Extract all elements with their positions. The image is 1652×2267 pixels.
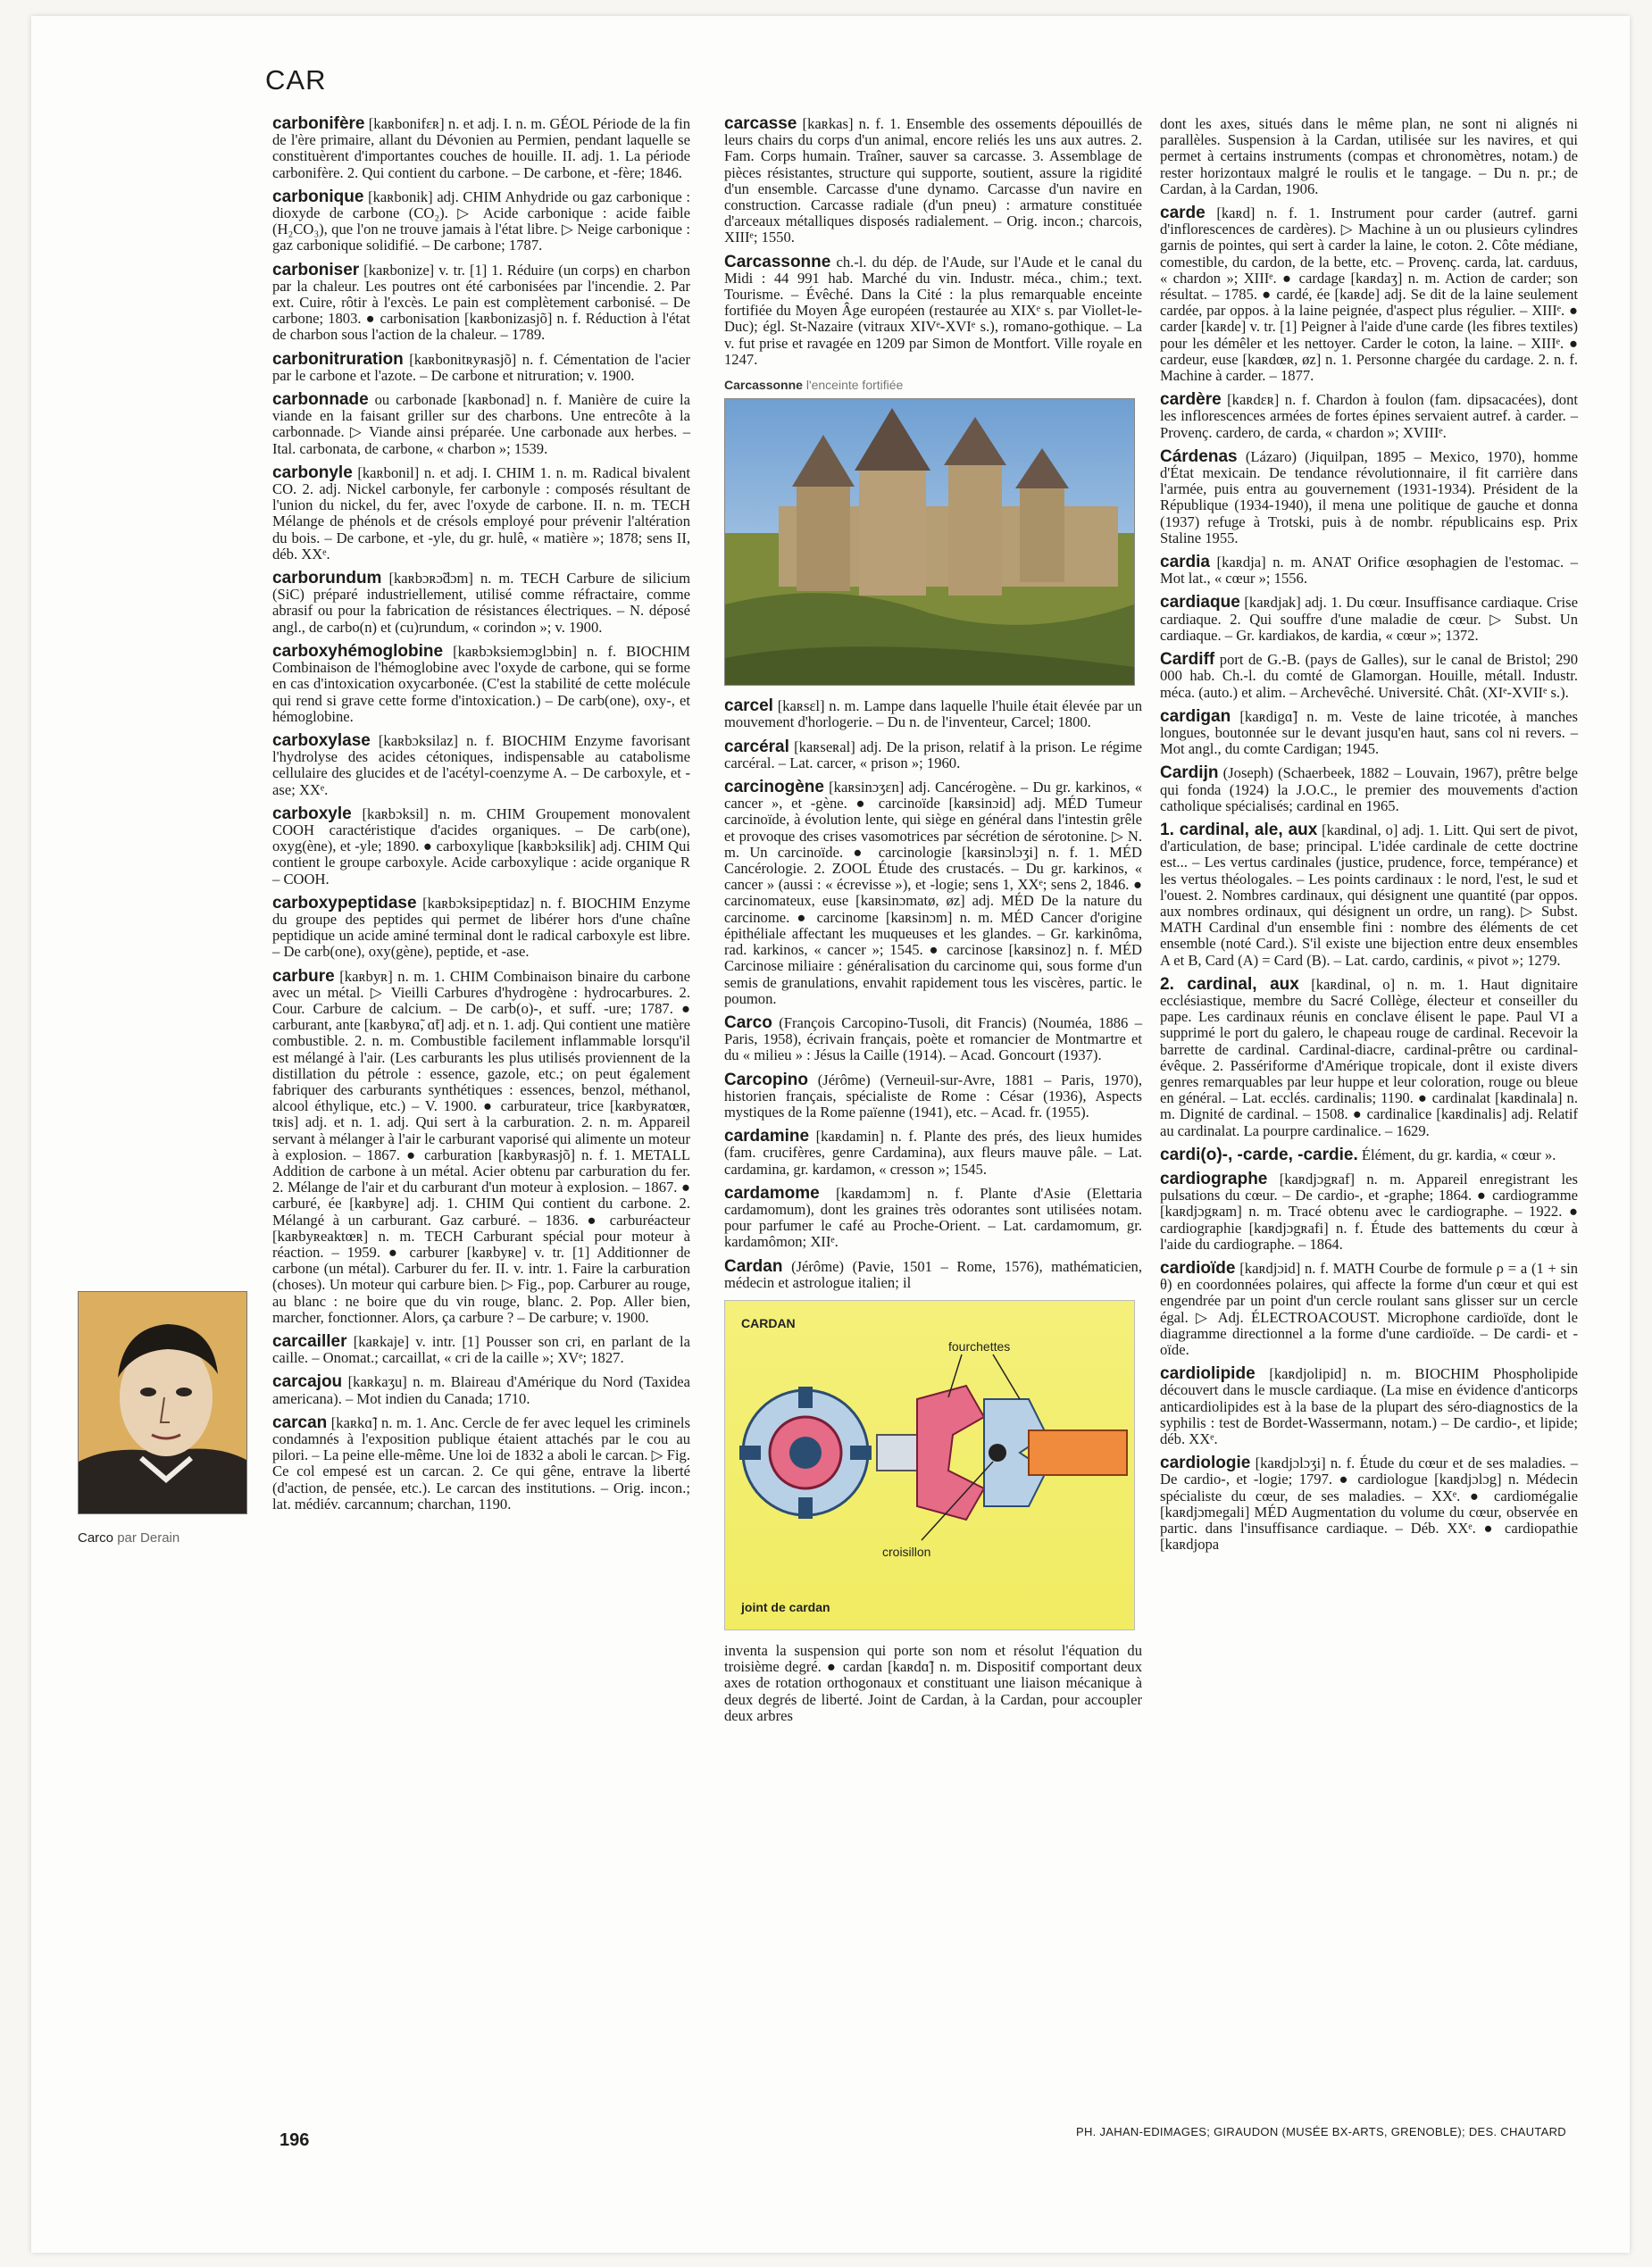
- entry-continuation: [1160, 116, 1578, 197]
- entry-carbonnade: [272, 392, 690, 457]
- column-1: [272, 116, 690, 1521]
- definition: [kaʀbɔʀɔ̃dɔm] n. m. TECH Carbure de silicium (SiC) préparé industriellement, utilisé comme réfractaire, comme abrasif ou pour la fabrication de résistances électriques. – N. déposé angl., de carbo(n) et (cu)rundum, « corindon »; v. 1900.: [272, 570, 690, 636]
- definition: (François Carcopino-Tusoli, dit Francis) (Nouméa, 1886 – Paris, 1958), écrivain français, poète et romancier de Montmartre et du « milieu » : Jésus la Caille (1914). – Acad. Goncourt (1937).: [724, 1013, 1142, 1064]
- definition: [kaʀdja] n. m. ANAT Orifice œsophagien de l'estomac. – Mot lat., « cœur »; 1556.: [1160, 554, 1578, 588]
- entry-cardia: [1160, 554, 1578, 587]
- headword: cardi(o)-, -carde, -cardie.: [1160, 1145, 1358, 1164]
- entry-carceral: [724, 739, 1142, 771]
- definition: [kaʀdinal, o] n. m. 1. Haut dignitaire ecclésiastique, membre du Sacré Collège, électeur et conseiller du pape. Les cardinaux réunis en conclave élisent le pape. Paul VI a supprimé le port du galero, le chapeau rouge de cardinal. Recevoir la barrette de cardinal. Cardinal-diacre, cardinal-prêtre ou cardinal-évêque. 2. Passériforme d'Amérique tropicale, dont il existe divers genres remarquables par leur huppe et leur coloration, rouge ou bleue en général. – Lat. ecclés. cardinalis; 1190. ● cardinalat [kaʀdinala] n. m. Dignité de cardinal. – 1508. ● cardinalice [kaʀdinalis] adj. Relatif au cardinalat. La pourpre cardinalice. – 1629.: [1160, 975, 1578, 1139]
- entry-cardigan: [1160, 706, 1578, 758]
- column-2: [724, 116, 1142, 1732]
- definition: [kaʀdjak] adj. 1. Du cœur. Insuffisance cardiaque. Crise cardiaque. 2. Qui souffre d'une maladie de cœur. ▷ Subst. Un cardiaque. – Gr. kardiakos, de kardia, « cœur »; 1372.: [1160, 594, 1578, 644]
- definition: [kaʀd] n. f. 1. Instrument pour carder (autref. garni d'inflorescences de cardères). ▷ Machine à un ou plusieurs cylindres garnis de pointes, qui sert à carder la laine, le coton. 2. Côte médiane, comestible, du cardon, de la bette, etc. – Provenç. carda, lat. carduus, « chardon »; XIIIᵉ. ● cardage [kaʀdaʒ] n. m. Action de carder; son résultat. – 1785. ● cardé, ée [kaʀde] adj. Se dit de la laine seulement cardée, par oppos. à la laine peignée, d'aspect plus régulier. – XIIIᵉ. ● carder [kaʀde] v. tr. [1] Peigner à l'aide d'une carde (les fibres textiles) pour les démêler et les nettoyer. Carder le coton, la laine. – XIIIᵉ. ● cardeur, euse [kaʀdœʀ, øz] n. 1. Personne chargée du cardage. 2. n. f. Machine à carder. – 1877.: [1160, 204, 1578, 385]
- carco-portrait-image: [78, 1291, 247, 1514]
- headword: carboniser: [272, 260, 360, 279]
- definition: [kaʀdɛʀ] n. f. Chardon à foulon (fam. dipsacacées), dont les inflorescences armées de fortes épines servaient autref. à carder. – Provenç. cardero, de carda, « chardon »; XVIIIᵉ.: [1160, 391, 1578, 441]
- headword: carcailler: [272, 1332, 347, 1352]
- headword: carboxyle: [272, 804, 352, 823]
- definition: [kaʀdigɑ̃] n. m. Veste de laine tricotée, à manches longues, boutonnée sur le devant jusqu'en haut, sans col ni revers. – Mot angl., du comte Cardigan; 1945.: [1160, 707, 1578, 758]
- headword: carboxylase: [272, 730, 371, 750]
- definition: [kaʀdjɔgʀaf] n. m. Appareil enregistrant les pulsations du cœur. – De cardio-, et -graphe; 1864. ● cardiogramme [kaʀdjɔgʀam] n. m. Tracé obtenu avec le cardiographe. – 1922. ● cardiographie [kaʀdjɔgʀafi] n. f. Étude des battements du cœur à l'aide du cardiographe. – 1864.: [1160, 1170, 1578, 1253]
- headword: carbonnade: [272, 390, 369, 410]
- definition: [kaʀdjɔlɔʒi] n. f. Étude du cœur et de ses maladies. – De cardio-, et -logie; 1797. ● cardiologue [kaʀdjɔlɔg] n. Médecin spécialiste du cœur, de ses maladies. – XXᵉ. ● cardiomégalie [kaʀdjɔmegali] MÉD Augmentation du volume du cœur, observée en partic. dans l'insuffisance cardiaque. – Déb. XXᵉ. ● cardiopathie [kaʀdjopa: [1160, 1454, 1578, 1554]
- entry-2-cardinal-aux: [1160, 974, 1578, 1139]
- definition: [kaʀsinɔʒɛn] adj. Cancérogène. – Du gr. karkinos, « cancer », et -gène. ● carcinoïde [kaʀsinɔid] adj. MÉD Tumeur carcinoïde, à évolution lente, qui siège en général dans l'intestin grêle et provoque des crises vasomotrices par sécrétion de sérotonine. ▷ N. m. Un carcinoïde. ● carcinologie [kaʀsinɔlɔʒi] n. f. 1. MÉD Cancérologie. 2. ZOOL Étude des crustacés. – Du gr. karkinos, « cancer » (aussi : « écrevisse »), et -logie; sens 1, XXᵉ; sens 2, 1846. ● carcinomateux, euse [kaʀsinɔmatø, øz] adj. MÉD De la nature du carcinome. ● carcinome [kaʀsinɔm] n. m. MÉD Cancer d'origine épithéliale affectant les muqueuses et les glandes. – Gr. karkinôma, rad. karkinos, « cancer »; 1545. ● carcinose [kaʀsinoz] n. f. MÉD Carcinose miliaire : généralisation du carcinome qui, sous forme d'un semis de granulations, envahit rapidement tous les viscères, partic. le poumon.: [724, 779, 1142, 1007]
- definition: [kaʀkaje] v. intr. [1] Pousser son cri, en parlant de la caille. – Onomat.; carcaillat, « cri de la caille »; XVᵉ; 1827.: [272, 1333, 690, 1367]
- entry-carboxylase: [272, 730, 690, 798]
- label-joint-de-cardan: joint de cardan: [741, 1599, 830, 1614]
- portrait-caption: [78, 1530, 247, 1546]
- definition: [kaʀbonize] v. tr. [1] 1. Réduire (un corps) en charbon par la chaleur. Les poutres ont été carbonisées par l'incendie. 2. Par ext. Cuire, rôtir à l'excès. Le pain est complètement carbonisé. – De carbone; 1803. ● carbonisation [kaʀbonizasjõ] n. f. Réduction à l'état de charbon sous l'action de la chaleur. – 1789.: [272, 261, 690, 344]
- definition: [kaʀdamin] n. f. Plante des prés, des lieux humides (fam. crucifères, genre Cardamina), aux fleurs mauve pâle. – Lat. cardamina, gr. kardamon, « cresson »; 1545.: [724, 1128, 1142, 1178]
- entry-carco: [724, 1015, 1142, 1064]
- definition: [kaʀseʀal] adj. De la prison, relatif à la prison. Le régime carcéral. – Lat. carcer, « prison »; 1960.: [724, 738, 1142, 771]
- headword: cardigan: [1160, 706, 1231, 726]
- definition: ch.-l. du dép. de l'Aude, sur l'Aude et le canal du Midi : 44 991 hab. Marché du vin. Industr. méca., chim.; text. Tourisme. – Évêché. Dans la Cité : la plus remarquable enceinte fortifiée du Moyen Âge européen (restaurée au XIXᵉ s. par Viollet-le-Duc); égl. St-Nazaire (vitraux XIVᵉ-XVIᵉ s.), romano-gothique. – La v. fut prise et ravagée en 1209 par Simon de Montfort. Ville royale en 1247.: [724, 253, 1142, 368]
- definition: Élément, du gr. kardia, « cœur ».: [1361, 1146, 1556, 1163]
- carcassonne-figure: [724, 377, 1142, 686]
- label-fourchettes: fourchettes: [948, 1338, 1011, 1354]
- photo-caption-place: Carcassonne: [724, 378, 803, 393]
- headword: Cardijn: [1160, 763, 1219, 783]
- entry-carde: [1160, 205, 1578, 384]
- definition: [kaʀkas] n. f. 1. Ensemble des ossements dépouillés de leurs chairs du corps d'un animal, encore reliés les uns aux autres. 2. Fam. Corps humain. Traîner, sauver sa carcasse. 3. Assemblage de pièces résistantes, structure qui supporte, soutient, assure la rigidité d'un ensemble. Carcasse d'une dynamo. Carcasse d'un navire en construction. Carcasse radiale (d'un pneu) : armature constituée d'arceaux métalliques disposés radialement. – Orig. incon.; charcois, XIIIᵉ; 1550.: [724, 115, 1142, 246]
- entry-cardijn: [1160, 765, 1578, 814]
- entry-carbonifere: [272, 116, 690, 181]
- carcassonne-photo: [724, 398, 1135, 686]
- entry-carcassonne: [724, 254, 1142, 368]
- entry-cardiologie: [1160, 1455, 1578, 1553]
- definition: [kaʀbyʀ] n. m. 1. CHIM Combinaison binaire du carbone avec un métal. ▷ Vieilli Carbures d'hydrogène : hydrocarbures. 2. Cour. Carbure de calcium. – De carb(o)-, et suff. -ure; 1787. ● carburant, ante [kaʀbyʀɑ̃, ɑ̃t] adj. et n. 1. adj. Qui contient une matière combustible. 2. n. m. Combustible facilement inflammable lorsqu'il est mélangé à l'air. (Les carburants les plus utilisés proviennent de la distillation du pétrole : essence, gazole, etc.; on peut également fabriquer des carburants synthétiques : essences, benzol, méthanol, alcool éthylique, etc.) – V. 1900. ● carburateur, trice [kaʀbyʀatœʀ, tʀis] adj. et n. 1. adj. Qui sert à la carburation. 2. n. m. Appareil servant à mélanger à l'air le carburant vaporisé qui alimente un moteur à explosion. – 1867. ● carburation [kaʀbyʀasjõ] n. f. 1. METALL Addition de carbone à un métal. Acier obtenu par carburation du fer. 2. Mélange de l'air et du carburant d'un moteur à explosion. – 1867. ● carburé, ée [kaʀbyʀe] adj. 1. CHIM Qui contient du carbone. 2. Mélangé à un carburant. Gaz carburé. – 1836. ● carburéacteur [kaʀbyʀeaktœʀ] n. m. TECH Carburant spécial pour moteur à réaction. – 1959. ● carburer [kaʀbyʀe] v. tr. [1] Additionner de carbone (un métal). Carburer du fer. II. v. intr. 1. Faire la carburation (choses). Un moteur qui carbure bien. ▷ Fig., pop. Carburer au rouge, au blanc : ne boire que du vin rouge, blanc. 2. Pop. Aller bien, marcher, fonctionner. Alors, ça carbure ? – De carbure; v. 1900.: [272, 967, 691, 1326]
- entry-carcajou: [272, 1374, 690, 1406]
- definition: [kaʀdinal, o] adj. 1. Litt. Qui sert de pivot, d'articulation, de base; principal. L'idée cardinale de cette doctrine est... – Les vertus cardinales (justice, prudence, force, tempérance) et les vertus théologales. – Les points cardinaux : le nord, l'est, le sud et l'ouest. 2. Nombres cardinaux, qui désignent une quantité (par oppos. aux nombres ordinaux, qui désignent un ordre, un rang). ▷ Subst. MATH Cardinal d'un ensemble fini : nombre des éléments de cet ensemble (noté Card.). S'il existe une bijection entre deux ensembles A et B, Card (A) = Card (B). – Lat. cardo, cardinis, « pivot »; 1279.: [1160, 821, 1578, 969]
- definition: [kaʀbonil] n. et adj. I. CHIM 1. n. m. Radical bivalent CO. 2. adj. Nickel carbonyle, fer carbonyle : composés résultant de l'union du nickel, du fer, avec l'oxyde de carbone. II. n. m. TECH Mélange de phénols et de crésols employé pour prévenir l'altération du bois. – De carbone, et -yle, du gr. hulê, « matière »; 1878; sens II, déb. XXᵉ.: [272, 463, 690, 563]
- definition: [kaʀbonik] adj. CHIM Anhydride ou gaz carbonique : dioxyde de carbone (CO₂). ▷ Acide carbonique : acide faible (H₂CO₃), que l'on ne trouve jamais à l'état libre. ▷ Neige carbonique : gaz carbonique solidifié. – De carbone; 1787.: [272, 188, 690, 254]
- definition: [kaʀbonitʀyʀasjõ] n. f. Cémentation de l'acier par le carbone et l'azote. – De carbone et nitruration; v. 1900.: [272, 350, 690, 384]
- entry-carboxyhemoglobine: [272, 641, 690, 725]
- entry-carboxypeptidase: [272, 893, 690, 961]
- headword: carbure: [272, 966, 335, 986]
- definition: ou carbonade [kaʀbonad] n. f. Manière de cuire la viande en la faisant griller sur des charbons. Une entrecôte à la carbonnade. ▷ Viande ainsi préparée. Une carbonade aux herbes. – Ital. carbonata, de carbone, « charbon »; 1539.: [272, 391, 690, 457]
- label-croisillon: croisillon: [882, 1544, 931, 1559]
- cardan-diagram: [724, 1300, 1135, 1630]
- headword: carcel: [724, 696, 773, 716]
- entry-cardan: [724, 1256, 1143, 1291]
- headword: cardamine: [724, 1127, 810, 1146]
- definition: [kaʀdamɔm] n. f. Plante d'Asie (Elettaria cardamomum), dont les graines très odorantes sont utilisées notam. pour parfumer le café au Proche-Orient. – Lat. cardamomum, gr. kardamômon; XIIᵉ.: [724, 1184, 1142, 1251]
- definition: (Joseph) (Schaerbeek, 1882 – Louvain, 1967), prêtre belge qui fonda (1924) la J.O.C., le premier des mouvements d'action catholique spécialisés; cardinal en 1965.: [1160, 764, 1578, 814]
- entry-carbure: [272, 966, 691, 1326]
- photo-caption: [724, 377, 1142, 393]
- definition: (Jérôme) (Verneuil-sur-Avre, 1881 – Paris, 1970), historien français, spécialiste de Rome : César (1936), Aspects mystiques de la Rome païenne (1941), etc. – Acad. fr. (1955).: [724, 1071, 1142, 1121]
- running-header: CAR: [265, 64, 327, 96]
- entry-cardioide: [1160, 1261, 1578, 1358]
- entry-cardi-o-carde-cardie: [1160, 1147, 1578, 1163]
- headword: carboxyhémoglobine: [272, 641, 444, 661]
- entry-carboniser: [272, 260, 690, 344]
- headword: carbonifère: [272, 114, 365, 133]
- definition: (Jérôme) (Pavie, 1501 – Rome, 1576), mathématicien, médecin et astrologue italien; il: [724, 1257, 1143, 1291]
- headword: carbonyle: [272, 463, 353, 482]
- entry-carbonitruration: [272, 349, 690, 384]
- headword: carbonitruration: [272, 349, 404, 369]
- entry-cardamome: [724, 1183, 1142, 1251]
- definition: [kaʀbɔksipɛptidaz] n. f. BIOCHIM Enzyme du groupe des peptides qui permet de libérer hors d'une chaîne peptidique un acide aminé terminal dont le radical carboxyle est libre. – De carb(one), oxy(gène), peptide, et -ase.: [272, 894, 690, 961]
- headword: Carcopino: [724, 1070, 808, 1089]
- entry-cardiaque: [1160, 595, 1578, 644]
- portrait-subject: Carco: [78, 1530, 114, 1546]
- definition: [kaʀsɛl] n. m. Lampe dans laquelle l'huile était élevée par un mouvement d'horlogerie. – Du n. de l'inventeur, Carcel; 1800.: [724, 697, 1142, 731]
- entry-carcasse: [724, 116, 1142, 246]
- entry-carborundum: [272, 571, 690, 636]
- headword: cardiographe: [1160, 1169, 1268, 1188]
- photo-credits: PH. JAHAN-EDIMAGES; GIRAUDON (MUSÉE BX-ARTS, GRENOBLE); DES. CHAUTARD: [1076, 2125, 1566, 2138]
- entry-1-cardinal-ale-aux: [1160, 822, 1578, 969]
- headword: carbonique: [272, 187, 364, 206]
- portrait-figure: [78, 1291, 247, 1546]
- definition: [kaʀbɔksil] n. m. CHIM Groupement monovalent COOH caractéristique d'acides organiques. – De carb(one), oxyg(ène), et -yle; 1890. ● carboxylique [kaʀbɔksilik] adj. CHIM Qui contient le groupe carboxyle. Acide carboxylique : acide organique R – COOH.: [272, 804, 690, 888]
- dictionary-page: [31, 16, 1630, 2253]
- entry-cardere: [1160, 392, 1578, 441]
- definition: (Lázaro) (Jiquilpan, 1895 – Mexico, 1970), homme d'État mexicain. De tendance révolutionnaire, il fit carrière dans l'armée, puis entra au gouvernement (1931-1934). Président de la République (1934-1940), il mena une politique de gauche et donna (1937) refuge à Trotski, puis à de nombr. républicains esp. Prix Staline 1955.: [1160, 447, 1578, 546]
- photo-caption-text: l'enceinte fortifiée: [805, 378, 904, 393]
- headword: cardia: [1160, 553, 1210, 572]
- column-3: [1160, 116, 1578, 1561]
- entry-carcopino: [724, 1072, 1142, 1121]
- headword: carcan: [272, 1413, 328, 1432]
- definition: [kaʀkɑ̃] n. m. 1. Anc. Cercle de fer avec lequel les criminels condamnés à l'exposition publique étaient attachés par le cou au pilori. – La peine elle-même. Une loi de 1832 a aboli le carcan. ▷ Fig. Ce col empesé est un carcan. 2. Ce qui gêne, entrave la liberté (d'action, de pensée, etc.). Le carcan des institutions. – Orig. incon.; lat. médiév. carcannum; charchan, 1190.: [272, 1413, 690, 1513]
- headword: Cardiff: [1160, 650, 1215, 670]
- entry-carcailler: [272, 1334, 690, 1366]
- headword: cardiaque: [1160, 593, 1240, 613]
- cardan-figure: [724, 1300, 1142, 1630]
- headword: carcinogène: [724, 778, 824, 797]
- entry-carcinogene: [724, 779, 1142, 1007]
- headword: Carco: [724, 1013, 772, 1032]
- definition: [kaʀkaʒu] n. m. Blaireau d'Amérique du Nord (Taxidea americana). – Mot indien du Canada; 1710.: [272, 1373, 690, 1407]
- definition: dont les axes, situés dans le même plan, ne sont ni alignés ni parallèles. Suspension à la Cardan, utilisée sur les navires, et qui permet à certains instruments (compas et chronomètres, notam.) de rester horizontaux malgré le roulis et le tangage. – Du n. pr.; de Cardan, à la Cardan, 1906.: [1160, 115, 1578, 197]
- headword: Cárdenas: [1160, 446, 1238, 466]
- headword: cardère: [1160, 390, 1222, 410]
- headword: cardiologie: [1160, 1454, 1251, 1473]
- entry-carcel: [724, 698, 1142, 730]
- headword: carboxypeptidase: [272, 893, 417, 913]
- cardan-title: CARDAN: [741, 1315, 796, 1330]
- entry-carbonyle: [272, 465, 690, 563]
- headword: 2. cardinal, aux: [1160, 974, 1299, 994]
- definition: [kaʀbɔksilaz] n. f. BIOCHIM Enzyme favorisant l'hydrolyse des acides cétoniques, indispensable au catabolisme cellulaire des glucides et de l'acétyl-coenzyme A. – De carboxyle, et -ase; XXᵉ.: [272, 731, 690, 798]
- definition: port de G.-B. (pays de Galles), sur le canal de Bristol; 290 000 hab. Ch.-l. du comté de Glamorgan. Houille, métall. Industr. méca. (auto.) et alim. – Archevêché. Université. Chât. (XIᵉ-XVIIᵉ s.).: [1160, 651, 1579, 701]
- headword: 1. cardinal, ale, aux: [1160, 820, 1318, 839]
- entry-cardiff: [1160, 652, 1578, 701]
- entry-cardiolipide: [1160, 1366, 1578, 1447]
- entry-carbonique: [272, 189, 690, 254]
- definition: [kaʀbɔksiemɔglɔbin] n. f. BIOCHIM Combinaison de l'hémoglobine avec l'oxyde de carbone, qui se forme en cas d'intoxication oxycarbonée. (C'est la stabilité de cette molécule qui rend si grave cette forme d'intoxication.) – De carb(one), oxy-, et hémoglobine.: [272, 642, 690, 725]
- entry-cardiographe: [1160, 1171, 1578, 1253]
- headword: carcasse: [724, 114, 797, 133]
- entry-cardamine: [724, 1129, 1142, 1178]
- headword: cardiolipide: [1160, 1364, 1256, 1384]
- page-number: 196: [280, 2130, 310, 2150]
- cardan-drawing: [725, 1301, 1134, 1629]
- headword: carcéral: [724, 737, 789, 756]
- headword: carde: [1160, 204, 1206, 223]
- definition: [kaʀbonifɛʀ] n. et adj. I. n. m. GÉOL Période de la fin de l'ère primaire, allant du Dévonien au Permien, pendant laquelle se constituèrent d'importantes couches de houille. II. adj. 1. La période carbonifère. 2. Qui contient du carbone. – De carbone, et -fère; 1846.: [272, 115, 690, 181]
- headword: carborundum: [272, 569, 382, 588]
- entry-continuation: [724, 1643, 1142, 1724]
- definition: [kaʀdjɔid] n. f. MATH Courbe de formule ρ = a (1 + sin θ) en coordonnées polaires, qui affecte la forme d'un cœur et qui est engendrée par un point d'un cercle roulant sans glisser sur un cercle égal. ▷ Adj. ÉLECTROACOUST. Microphone cardioïde, dont le diagramme directionnel a la forme d'une cardioïde. – De cardi- et -oïde.: [1160, 1260, 1578, 1359]
- definition: [kaʀdjolipid] n. m. BIOCHIM Phospholipide découvert dans le muscle cardiaque. (La mise en évidence d'anticorps anticardiolipides est à la base de la plupart des séro-diagnostics de la syphilis : test de Bordet-Wassermann, notam.) – De cardio-, et lipide; déb. XXᵉ.: [1160, 1365, 1578, 1448]
- entry-carboxyle: [272, 806, 690, 888]
- headword: cardioïde: [1160, 1259, 1236, 1278]
- portrait-artist: par Derain: [117, 1530, 180, 1546]
- headword: Cardan: [724, 1256, 783, 1276]
- headword: carcajou: [272, 1372, 343, 1392]
- headword: Carcassonne: [724, 252, 831, 271]
- entry-carcan: [272, 1415, 690, 1513]
- definition: inventa la suspension qui porte son nom et résolut l'équation du troisième degré. ● cardan [kaʀdɑ̃] n. m. Dispositif comportant deux axes de rotation orthogonaux et constituant une liaison mécanique à deux degrés de liberté. Joint de Cardan, à la Cardan, pour accoupler deux arbres: [724, 1641, 1142, 1724]
- entry-cardenas: [1160, 446, 1578, 546]
- headword: cardamome: [724, 1183, 820, 1203]
